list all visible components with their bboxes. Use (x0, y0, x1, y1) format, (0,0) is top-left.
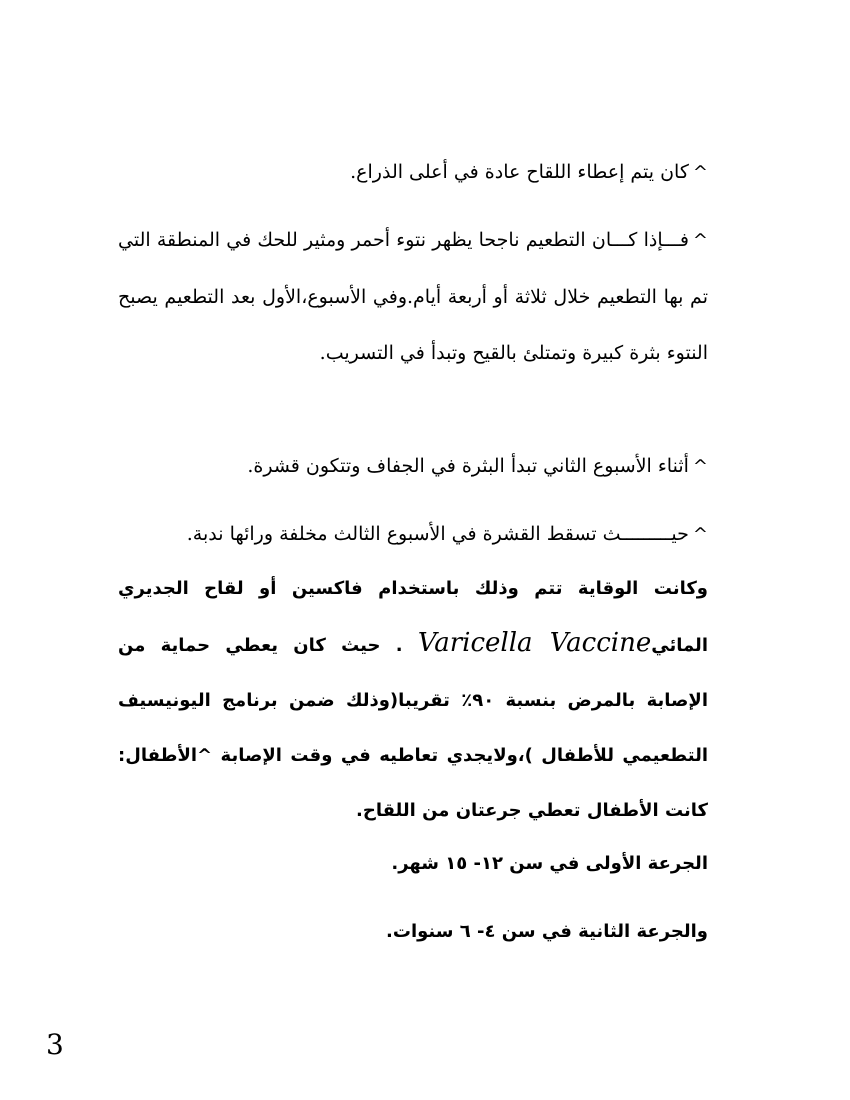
bullet-paragraph-second-week (118, 438, 708, 495)
bullet-marker: ^ (692, 162, 708, 183)
vaccine-name: Varicella Vaccine (417, 628, 652, 658)
bullet-paragraph-vaccination-site (118, 144, 708, 201)
first-dose-line: الجرعة الأولى في سن ١٢- ١٥ شهر. (391, 853, 708, 874)
bullet-marker: ^ (692, 456, 708, 477)
prevention-text-after: . حيث كان يعطي حماية من الإصابة بالمرض بنسبة ٩٠٪ تقريبا(وذلك ضمن برنامج اليونيسيف التطعيمي للأطفال )،ولايجدي تعاطيه في وقت الإصابة ^الأطفال: كانت الأطفال تعطي جرعتان من اللقاح. (118, 635, 708, 821)
bullet-paragraph-successful-vaccination (118, 212, 708, 381)
page-number: 3 (46, 1028, 64, 1061)
bullet-marker: ^ (692, 524, 708, 545)
bullet-marker: ^ (692, 230, 708, 251)
paragraph-text: أثناء الأسبوع الثاني تبدأ البثرة في الجفاف وتتكون قشرة. (247, 455, 689, 477)
paragraph-text: حيـــــــــث تسقط القشرة في الأسبوع الثالث مخلفة ورائها ندبة. (186, 523, 689, 545)
prevention-text-before: وكانت الوقاية تتم وذلك باستخدام فاكسين أو لقاح الجديري المائي (118, 578, 708, 656)
paragraph-text: كان يتم إعطاء اللقاح عادة في أعلى الذراع. (350, 161, 689, 183)
second-dose-line: والجرعة الثانية في سن ٤- ٦ سنوات. (386, 921, 708, 942)
bullet-paragraph-third-week (118, 506, 708, 563)
prevention-paragraph (118, 561, 708, 838)
paragraph-text: فـــإذا كـــان التطعيم ناجحا يظهر نتوء أحمر ومثير للحك في المنطقة التي تم بها التطعيم خلال ثلاثة أو أربعة أيام.وفي الأسبوع،الأول بعد التطعيم يصبح النتوء بثرة كبيرة وتمتلئ بالقيح وتبدأ في التسريب. (118, 229, 708, 364)
